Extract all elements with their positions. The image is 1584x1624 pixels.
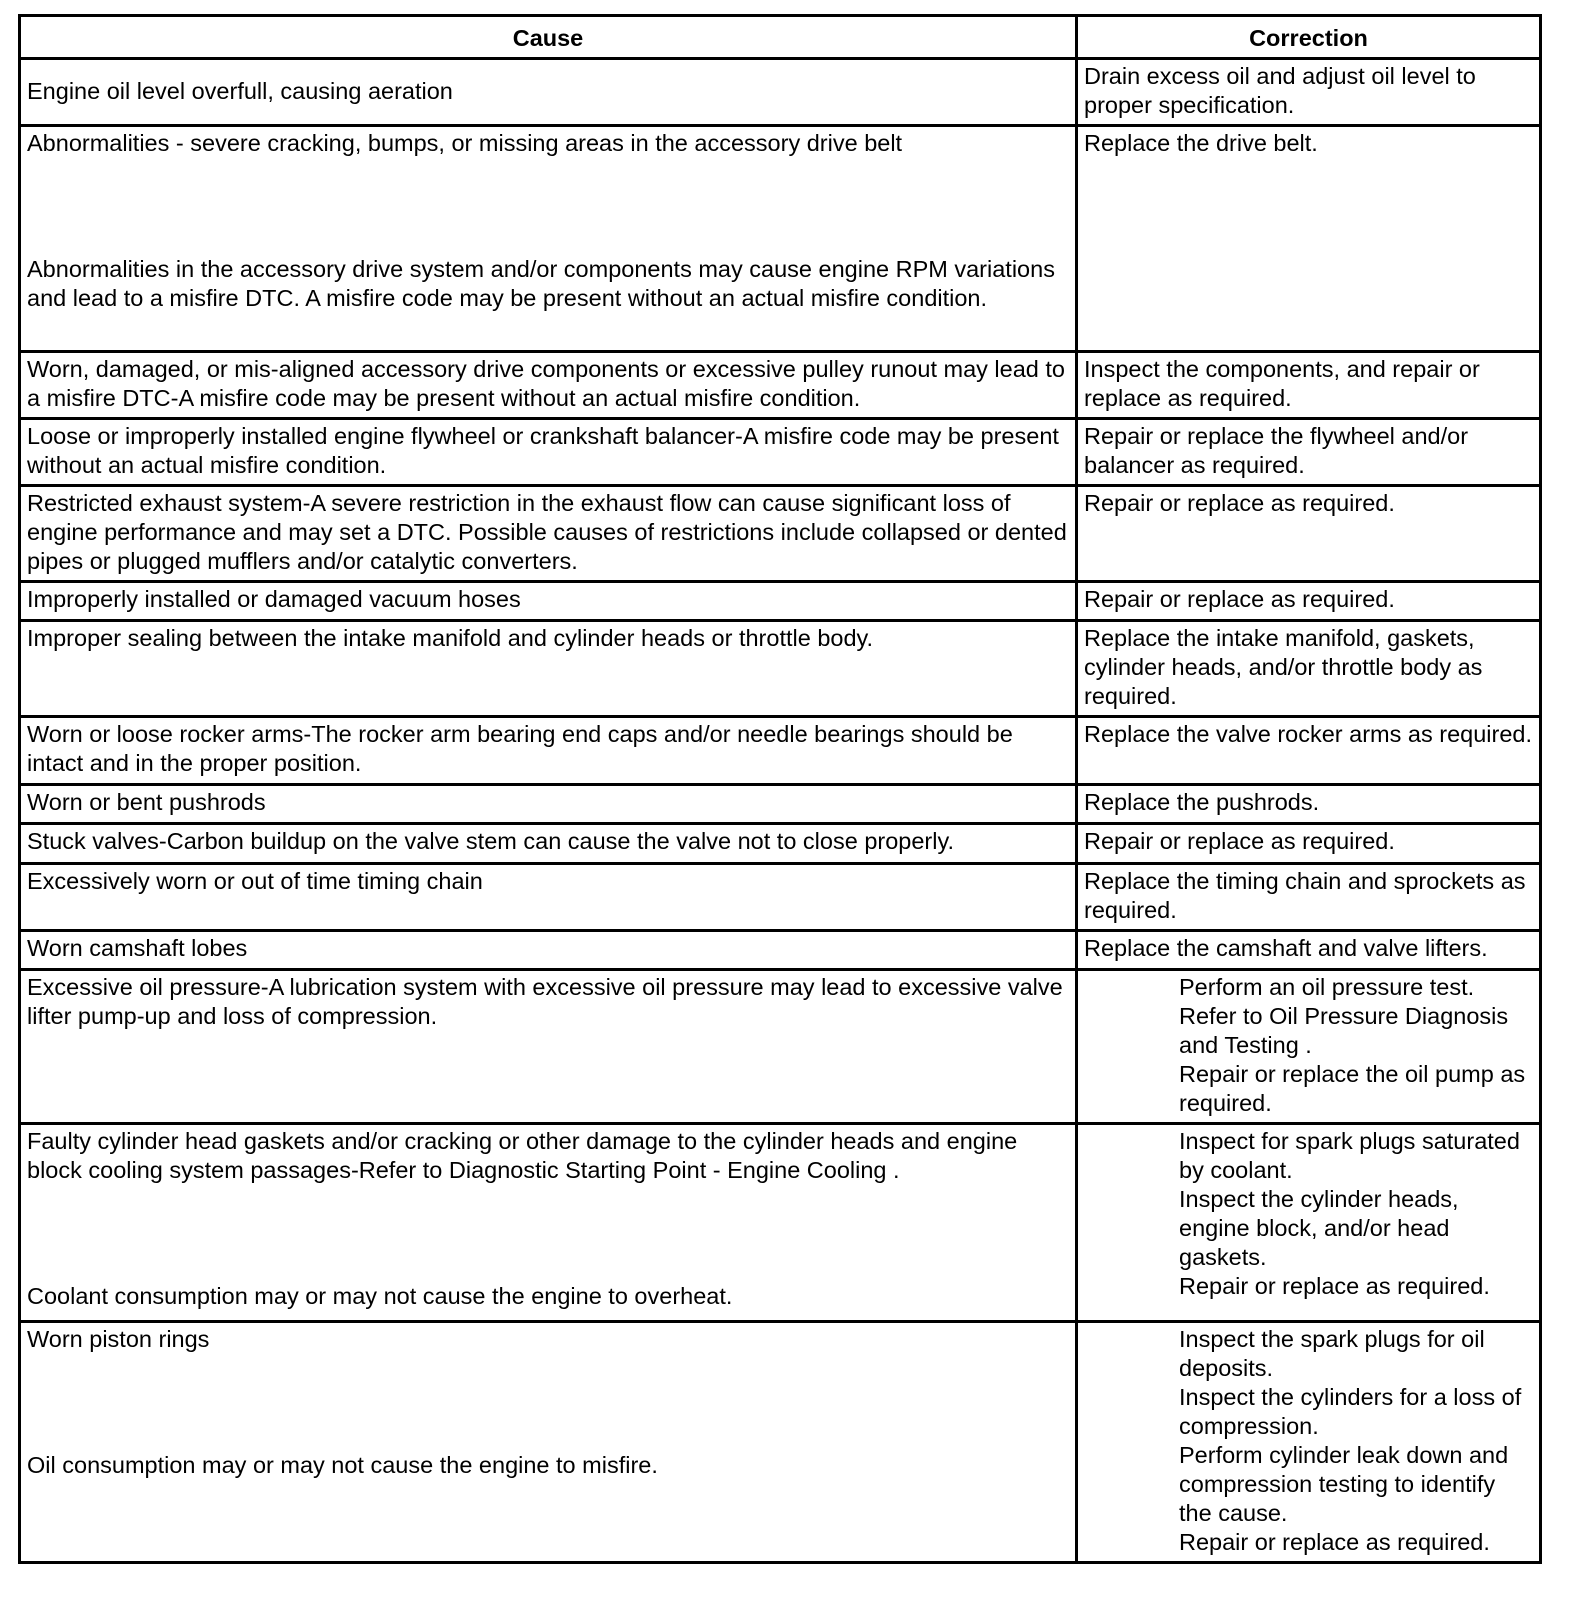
cause-cell (20, 970, 1077, 1124)
correction-cell (1077, 126, 1541, 352)
correction-step: Inspect the cylinder heads, engine block, and/or head gaskets. (1179, 1186, 1459, 1270)
cause-cell (20, 126, 1077, 352)
cause-cell (20, 785, 1077, 824)
cause-text: Improper sealing between the intake manifold and cylinder heads or throttle body. (27, 625, 874, 651)
cause-text: Improperly installed or damaged vacuum hoses (27, 586, 521, 612)
table-row (20, 126, 1541, 352)
cause-note: Abnormalities in the accessory drive system and/or components may cause engine RPM variations and lead to a misfire DTC. A misfire code may be present without an actual misfire condition. (27, 256, 1055, 311)
table-row (20, 824, 1541, 864)
cause-text: Loose or improperly installed engine flywheel or crankshaft balancer-A misfire code may be present without an actual misfire condition. (27, 423, 1059, 478)
cause-text: Abnormalities - severe cracking, bumps, or missing areas in the accessory drive belt (27, 130, 903, 156)
table-row (20, 59, 1541, 126)
correction-cell (1077, 419, 1541, 486)
cause-text: Excessive oil pressure-A lubrication system with excessive oil pressure may lead to excessive valve lifter pump-up and loss of compression. (27, 974, 1063, 1029)
cause-cell (20, 582, 1077, 621)
correction-step: Perform an oil pressure test. Refer to Oil Pressure Diagnosis and Testing . (1179, 974, 1509, 1058)
correction-step: Repair or replace the oil pump as required. (1179, 1061, 1526, 1116)
cause-cell (20, 717, 1077, 785)
correction-text: Drain excess oil and adjust oil level to proper specification. (1084, 63, 1476, 118)
table-row (20, 931, 1541, 970)
correction-steps (1084, 1325, 1533, 1557)
paragraph-gap (27, 1185, 1069, 1282)
table-row (20, 970, 1541, 1124)
correction-cell (1077, 785, 1541, 824)
correction-text: Replace the valve rocker arms as required. (1084, 721, 1533, 747)
correction-step: Inspect for spark plugs saturated by coolant. (1179, 1128, 1520, 1183)
table-row (20, 419, 1541, 486)
cause-text: Worn camshaft lobes (27, 935, 248, 961)
correction-text: Repair or replace as required. (1084, 490, 1395, 516)
correction-cell (1077, 582, 1541, 621)
table-row (20, 864, 1541, 931)
cause-cell (20, 486, 1077, 582)
correction-text: Replace the intake manifold, gaskets, cylinder heads, and/or throttle body as required. (1084, 625, 1483, 709)
table-row (20, 486, 1541, 582)
header-row (20, 16, 1541, 59)
correction-cell (1077, 352, 1541, 419)
cause-text: Worn piston rings (27, 1326, 210, 1352)
correction-text: Repair or replace as required. (1084, 586, 1395, 612)
cause-cell (20, 864, 1077, 931)
table-row (20, 1322, 1541, 1563)
paragraph-gap (27, 158, 1069, 255)
diagnosis-table (18, 14, 1542, 1564)
correction-text: Replace the camshaft and valve lifters. (1084, 935, 1488, 961)
header-cause: Cause (20, 16, 1077, 59)
correction-cell (1077, 59, 1541, 126)
correction-step: Inspect the spark plugs for oil deposits. (1179, 1326, 1485, 1381)
paragraph-gap (27, 1354, 1069, 1451)
cause-text: Worn or loose rocker arms-The rocker arm bearing end caps and/or needle bearings should be intact and in the proper position. (27, 721, 1013, 776)
correction-cell (1077, 621, 1541, 717)
correction-text: Inspect the components, and repair or replace as required. (1084, 356, 1480, 411)
cause-cell (20, 1322, 1077, 1563)
table-row (20, 621, 1541, 717)
table-row (20, 785, 1541, 824)
correction-cell (1077, 717, 1541, 785)
cause-cell (20, 419, 1077, 486)
correction-cell (1077, 864, 1541, 931)
cause-cell (20, 352, 1077, 419)
correction-step: Perform cylinder leak down and compression testing to identify the cause. (1179, 1442, 1509, 1526)
table-row (20, 582, 1541, 621)
table-row (20, 1124, 1541, 1322)
cause-text: Stuck valves-Carbon buildup on the valve stem can cause the valve not to close properly. (27, 828, 955, 854)
correction-steps (1084, 1127, 1533, 1301)
correction-steps (1084, 973, 1533, 1118)
cause-cell (20, 59, 1077, 126)
correction-step: Repair or replace as required. (1179, 1273, 1490, 1299)
table-row (20, 717, 1541, 785)
cause-text: Engine oil level overfull, causing aeration (27, 77, 453, 104)
cause-note: Oil consumption may or may not cause the engine to misfire. (27, 1452, 658, 1478)
cause-text: Excessively worn or out of time timing chain (27, 868, 483, 894)
header-correction: Correction (1077, 16, 1541, 59)
table-row (20, 352, 1541, 419)
cause-cell (20, 621, 1077, 717)
cause-text: Worn, damaged, or mis-aligned accessory drive components or excessive pulley runout may lead to a misfire DTC-A misfire code may be present without an actual misfire condition. (27, 356, 1065, 411)
correction-cell (1077, 1124, 1541, 1322)
correction-text: Replace the pushrods. (1084, 789, 1320, 815)
cause-text: Restricted exhaust system-A severe restriction in the exhaust flow can cause significant loss of engine performance and may set a DTC. Possible causes of restrictions include collapsed or dented pipes or plugged mufflers and/or catalytic converters. (27, 490, 1067, 574)
correction-text: Replace the timing chain and sprockets as required. (1084, 868, 1526, 923)
cause-note: Coolant consumption may or may not cause the engine to overheat. (27, 1283, 733, 1309)
correction-step: Inspect the cylinders for a loss of compression. (1179, 1384, 1522, 1439)
cause-cell (20, 1124, 1077, 1322)
cause-text: Worn or bent pushrods (27, 789, 266, 815)
correction-cell (1077, 970, 1541, 1124)
correction-text: Repair or replace as required. (1084, 828, 1395, 854)
correction-text: Replace the drive belt. (1084, 130, 1318, 156)
cause-text: Faulty cylinder head gaskets and/or cracking or other damage to the cylinder heads and engine block cooling system passages-Refer to Diagnostic Starting Point - Engine Cooling . (27, 1128, 1018, 1183)
correction-cell (1077, 1322, 1541, 1563)
correction-cell (1077, 931, 1541, 970)
correction-step: Repair or replace as required. (1179, 1529, 1490, 1555)
cause-cell (20, 824, 1077, 864)
correction-cell (1077, 486, 1541, 582)
cause-cell (20, 931, 1077, 970)
correction-text: Repair or replace the flywheel and/or balancer as required. (1084, 423, 1469, 478)
correction-cell (1077, 824, 1541, 864)
